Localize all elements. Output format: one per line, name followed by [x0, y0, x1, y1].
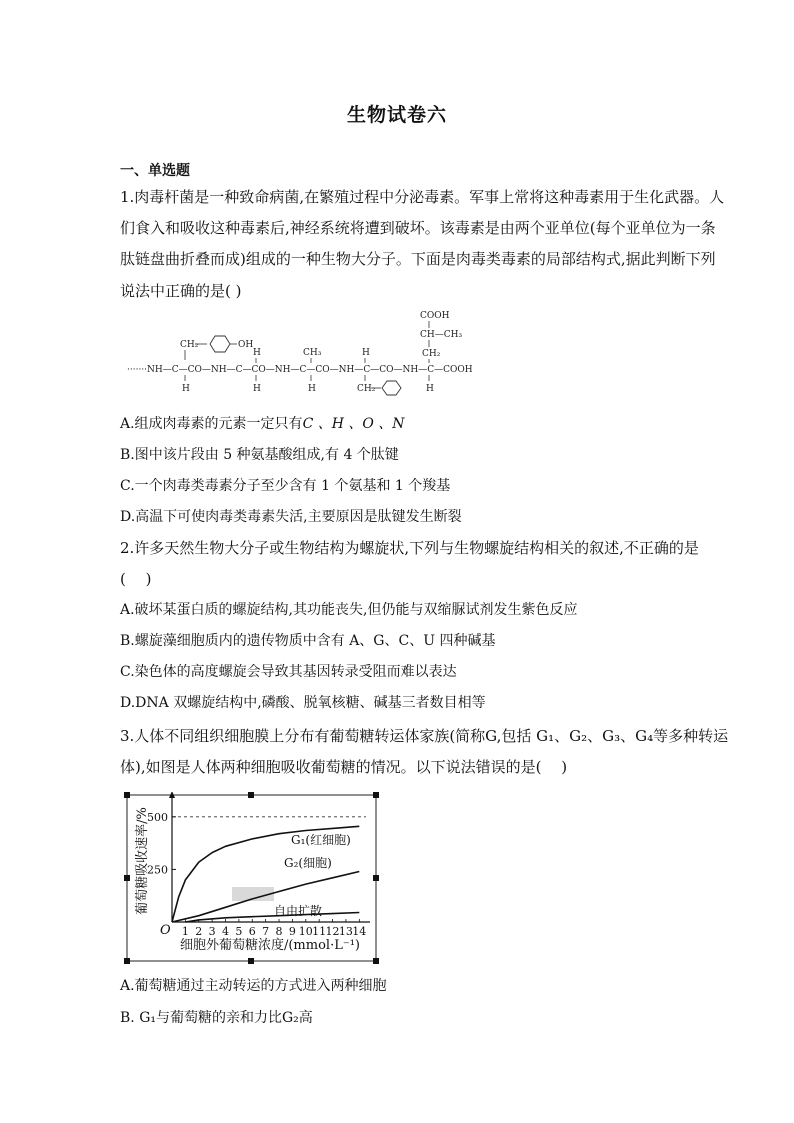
glucose-uptake-chart — [124, 792, 379, 964]
series-label: G₁(红细胞) — [291, 833, 351, 847]
q1-option-a-text: A.组成肉毒素的元素一定只有 — [120, 416, 303, 432]
structure-ch-ch3: CH—CH₃ — [420, 330, 463, 340]
peptide-structure-diagram — [125, 305, 485, 400]
page-title: 生物试卷六 — [346, 104, 447, 126]
x-tick-label: 9 — [288, 925, 296, 938]
q3-line-1: 3.人体不同组织细胞膜上分布有葡萄糖转运体家族(简称G,包括 G₁、G₂、G₃、G₄等多种转运 — [120, 727, 729, 745]
x-tick-label: 5 — [235, 925, 243, 938]
structure-h-bottom-3: H — [308, 384, 316, 394]
structure-ch2-side: CH₂ — [422, 349, 441, 359]
q2-option-a: A.破坏某蛋白质的螺旋结构,其功能丧失,但仍能与双缩脲试剂发生紫色反应 — [120, 602, 578, 618]
q1-line-4: 说法中正确的是( ) — [120, 282, 242, 300]
structure-h-bottom-1: H — [182, 384, 190, 394]
structure-oh: OH — [238, 340, 254, 350]
section-heading: 一、单选题 — [120, 163, 190, 179]
q1-option-b: B.图中该片段由 5 种氨基酸组成,有 4 个肽键 — [120, 447, 399, 463]
x-tick-label: 10 — [298, 925, 313, 938]
x-tick-label: 8 — [275, 925, 283, 938]
q2-option-b: B.螺旋藻细胞质内的遗传物质中含有 A、G、C、U 四种碱基 — [120, 633, 496, 649]
series-label: G₂(细胞) — [284, 856, 332, 870]
q3-line-2: 体),如图是人体两种细胞吸收葡萄糖的情况。以下说法错误的是( ) — [120, 758, 568, 776]
structure-h-2: H — [253, 348, 261, 358]
structure-main-chain: ·······NH—C—CO—NH—C—CO—NH—C—CO—NH—C—CO—NH—C—COOH — [127, 365, 473, 375]
x-tick-label: 3 — [208, 925, 216, 938]
origin-label: O — [160, 923, 171, 938]
structure-ch2-1: CH₂ — [180, 340, 199, 350]
q1-line-1: 1.肉毒杆菌是一种致命病菌,在繁殖过程中分泌毒素。军事上常将这种毒素用于生化武器。人 — [120, 188, 725, 206]
structure-h-bottom-5: H — [426, 384, 434, 394]
q3-option-a: A.葡萄糖通过主动转运的方式进入两种细胞 — [120, 978, 387, 994]
structure-cooh-top: COOH — [420, 311, 450, 321]
x-tick-label: 14 — [352, 925, 367, 938]
series-line — [185, 913, 359, 923]
x-tick-label: 7 — [262, 925, 270, 938]
series-label: 自由扩散 — [274, 904, 323, 918]
q2-option-c: C.染色体的高度螺旋会导致其基因转录受阻而难以表达 — [120, 664, 457, 680]
x-axis-label: 细胞外葡萄糖浓度/(mmol·L⁻¹) — [179, 938, 361, 953]
q2-line-2: ( ) — [120, 570, 152, 588]
x-tick-label: 6 — [248, 925, 256, 938]
q2-line-1: 2.许多天然生物大分子或生物结构为螺旋状,下列与生物螺旋结构相关的叙述,不正确的是 — [120, 539, 699, 557]
q1-option-a-elements: C 、H 、O 、N — [302, 416, 405, 432]
x-tick-label: 4 — [222, 925, 230, 938]
q1-option-a — [120, 414, 405, 434]
x-tick-label: 11 — [312, 925, 327, 938]
x-tick-label: 13 — [338, 925, 353, 938]
y-tick-label: 250 — [147, 863, 168, 877]
x-tick-label: 2 — [195, 925, 203, 938]
q3-option-b: B. G₁与葡萄糖的亲和力比G₂高 — [120, 1010, 313, 1026]
y-axis-label: 葡萄糖吸收速率/% — [135, 807, 150, 915]
x-tick-label: 1 — [181, 925, 189, 938]
y-tick-label: 500 — [147, 810, 168, 824]
x-tick-label: 12 — [325, 925, 340, 938]
structure-ch2-bottom: CH₂ — [357, 384, 376, 394]
q1-line-2: 们食入和吸收这种毒素后,神经系统将遭到破坏。该毒素是由两个亚单位(每个亚单位为一条 — [120, 219, 716, 237]
structure-h-bottom-2: H — [253, 384, 261, 394]
q1-option-c: C.一个肉毒类毒素分子至少含有 1 个氨基和 1 个羧基 — [120, 478, 451, 494]
structure-ch3: CH₃ — [303, 348, 322, 358]
q1-line-3: 肽链盘曲折叠而成)组成的一种生物大分子。下面是肉毒类毒素的局部结构式,据此判断下列 — [120, 250, 716, 268]
structure-h-4: H — [362, 348, 370, 358]
q2-option-d: D.DNA 双螺旋结构中,磷酸、脱氧核糖、碱基三者数目相等 — [120, 695, 486, 711]
q1-option-d: D.高温下可使肉毒类毒素失活,主要原因是肽键发生断裂 — [120, 509, 462, 525]
